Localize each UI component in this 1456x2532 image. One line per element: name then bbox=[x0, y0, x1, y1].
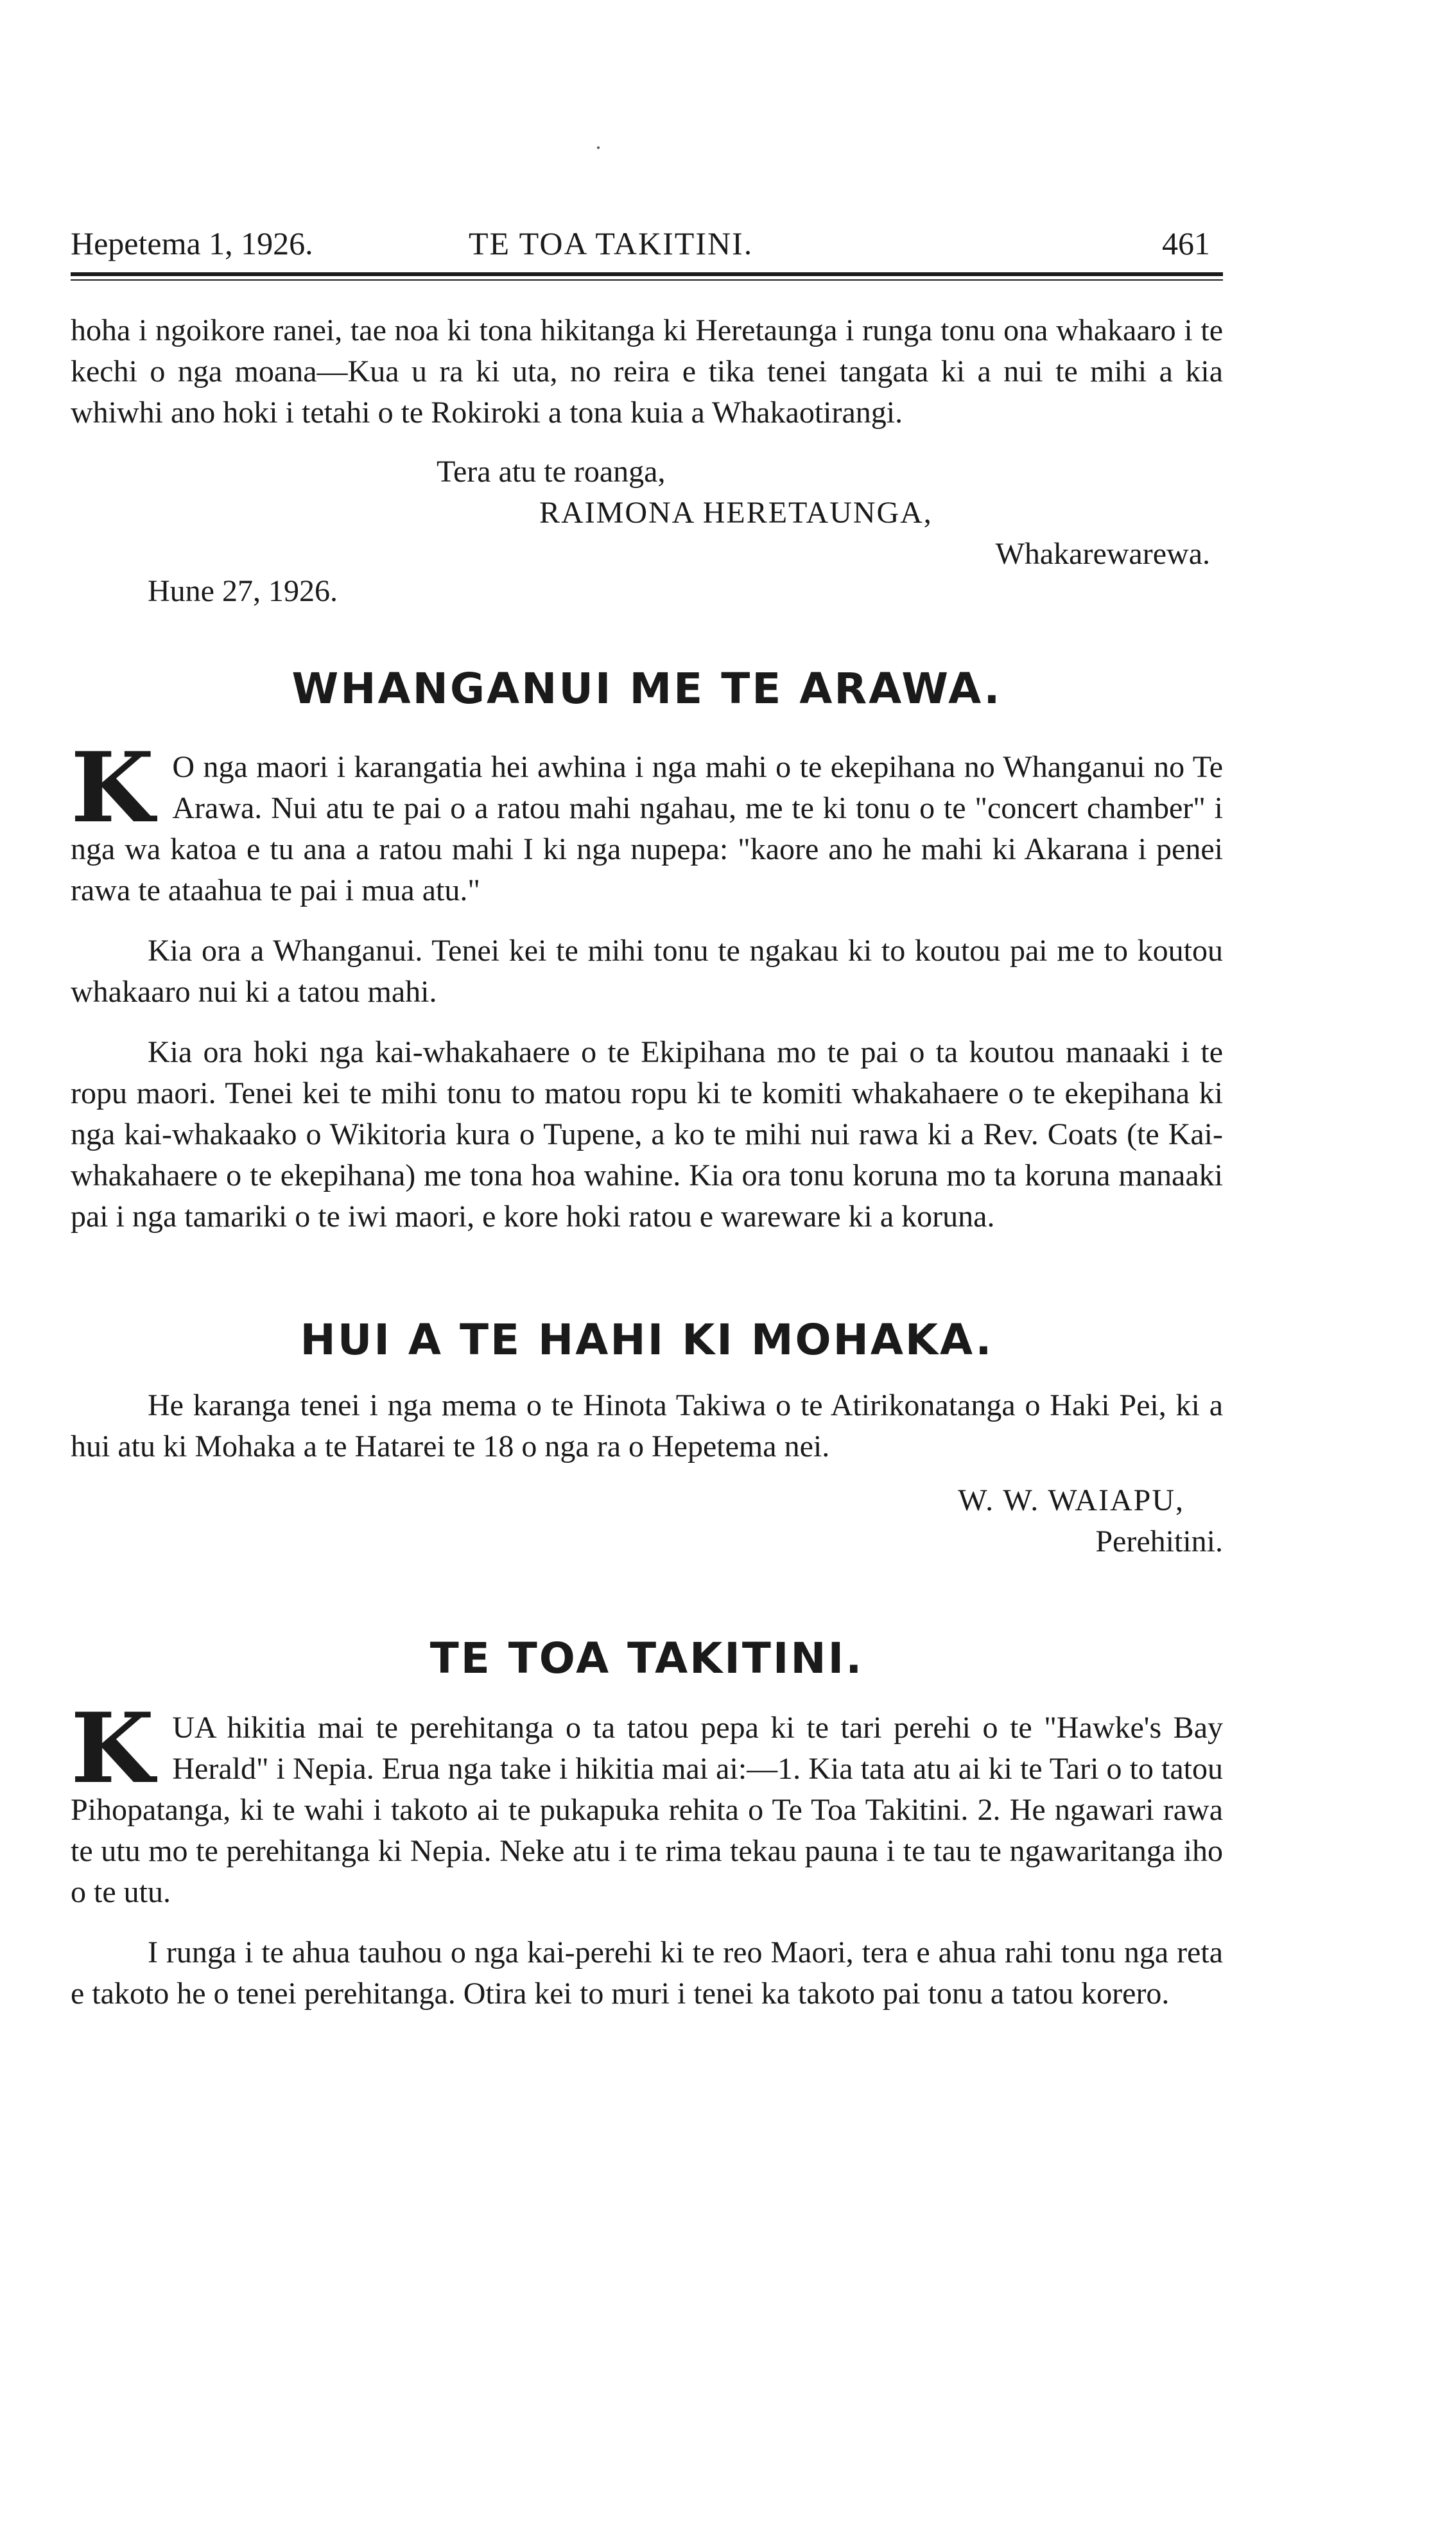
heading-whanganui: WHANGANUI ME TE ARAWA. bbox=[291, 664, 1002, 713]
running-head bbox=[71, 218, 1223, 270]
header-title: TE TOA TAKITINI. bbox=[469, 225, 754, 261]
page-number: 461 bbox=[1162, 225, 1210, 261]
letter-signer: RAIMONA HERETAUNGA, bbox=[539, 496, 933, 530]
header-rule-thin bbox=[71, 279, 1223, 281]
toa-paragraph-1 bbox=[71, 1692, 1223, 1913]
header-rule-thick bbox=[71, 272, 1223, 276]
whanganui-paragraph-1 bbox=[71, 731, 1223, 911]
hui-signer: W. W. WAIAPU, bbox=[958, 1483, 1184, 1517]
letter-continuation-paragraph: hoha i ngoikore ranei, tae noa ki tona hikitanga ki Heretaunga i runga tonu ona whakaaro i te kechi o nga moana—Kua u ra ki uta, no reira e tika tenei tangata ki a nui te mihi a kia whiwhi ano hoki i tetahi o te Rokiroki a tona kuia a Whakaotirangi. bbox=[71, 313, 1223, 430]
header-date: Hepetema 1, 1926. bbox=[71, 225, 313, 261]
toa-paragraph-1-text: UA hikitia mai te perehitanga o ta tatou pepa ki te tari perehi o te "Hawke's Bay Herald" i Nepia. Erua nga take i hikitia mai ai:—1. Kia tata atu ai ki te Tari o to tatou Pihopatanga, ki te wahi i takoto ai te pukapuka rehita o Te Toa Takitini. 2. He ngawari rawa te utu mo te perehitanga ki Nepia. Neke atu i te rima tekau pauna i te tau te ngawaritanga iho o te utu. bbox=[71, 1711, 1223, 1909]
drop-cap: K bbox=[71, 1692, 155, 1805]
heading-hui: HUI A TE HAHI KI MOHAKA. bbox=[300, 1315, 994, 1365]
letter-closing: Tera atu te roanga, bbox=[437, 455, 666, 489]
letter-date: Hune 27, 1926. bbox=[148, 574, 338, 608]
toa-paragraph-2: I runga i te ahua tauhou o nga kai-perehi ki te reo Maori, tera e ahua rahi tonu nga reta e takoto he o tenei perehitanga. Otira kei to muri i tenei ka takoto pai tonu a tatou korero. bbox=[71, 1935, 1223, 2011]
whanganui-paragraph-3: Kia ora hoki nga kai-whakahaere o te Ekipihana mo te pai o ta koutou manaaki i te ropu maori. Tenei kei te mihi tonu to matou ropu ki te komiti whakahaere o te ekepihana ki nga kai-whakaako o Wikitoria kura o Tupene, a ko te mihi nui rawa ki a Rev. Coats (te Kai-whakahaere o te ekepihana) me tona hoa wahine. Kia ora tonu koruna mo ta koruna manaaki pai i nga tamariki o te iwi maori, e kore hoki ratou e wareware ki a koruna. bbox=[71, 1035, 1223, 1234]
hui-signer-title: Perehitini. bbox=[1095, 1524, 1223, 1558]
drop-cap: K bbox=[71, 731, 155, 844]
letter-place: Whakarewarewa. bbox=[995, 537, 1210, 571]
whanganui-paragraph-1-text: O nga maori i karangatia hei awhina i nga mahi o te ekepihana no Whanganui no Te Arawa. Nui atu te pai o a ratou mahi ngahau, me te ki tonu o te "concert chamber" i nga wa katoa e tu ana a ratou mahi I ki nga nupepa: "kaore ano he mahi ki Akarana i penei rawa te ataahua te pai i mua atu." bbox=[71, 750, 1223, 907]
print-speck bbox=[597, 146, 600, 149]
page bbox=[71, 218, 1223, 2014]
heading-toa-takitini: TE TOA TAKITINI. bbox=[429, 1634, 864, 1683]
whanganui-paragraph-2: Kia ora a Whanganui. Tenei kei te mihi tonu te ngakau ki to koutou pai me to koutou whakaaro nui ki a tatou mahi. bbox=[71, 934, 1223, 1009]
hui-paragraph: He karanga tenei i nga mema o te Hinota Takiwa o te Atirikonatanga o Haki Pei, ki a hui atu ki Mohaka a te Hatarei te 18 o nga ra o Hepetema nei. bbox=[71, 1388, 1223, 1463]
